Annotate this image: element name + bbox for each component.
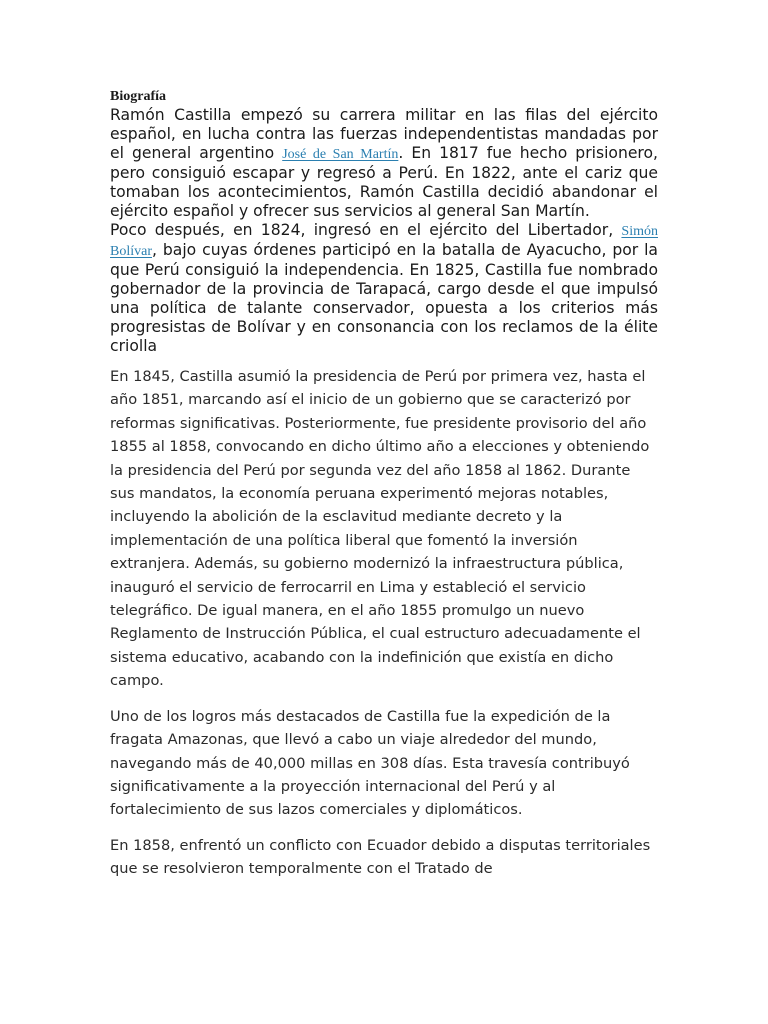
section-heading: Biografía — [110, 89, 166, 104]
paragraph-amazonas: Uno de los logros más destacados de Castilla fue la expedición de la fragata Amazonas, que llevó a cabo un viaje alrededor del mundo, navegando más de 40,000 millas en 308 días. Esta travesía contribuyó significativamente a la proyección internacional del Perú y al fortalecimiento de sus lazos comerciales y diplomáticos. — [110, 707, 630, 819]
bio-paragraph-1 — [110, 106, 658, 221]
paragraph-ecuador: En 1858, enfrentó un conflicto con Ecuador debido a disputas territoriales que se resolvieron temporalmente con el Tratado de — [110, 836, 651, 878]
bio-paragraph-2-text-before: Poco después, en 1824, ingresó en el ejército del Libertador, — [110, 221, 622, 239]
link-simon-bolivar[interactable]: Simón Bolívar — [110, 224, 658, 259]
link-jose-de-san-martin[interactable]: José de San Martín — [282, 147, 399, 162]
paragraph-presidency: En 1845, Castilla asumió la presidencia de Perú por primera vez, hasta el año 1851, marcando así el inicio de un gobierno que se caracterizó por reformas significativas. Posteriormente, fue presidente provisorio del año 1855 al 1858, convocando en dicho último año a elecciones y obteniendo la presidencia del Perú por segunda vez del año 1858 al 1862. Durante sus mandatos, la economía peruana experimentó mejoras notables, incluyendo la abolición de la esclavitud mediante decreto y la implementación de una política liberal que fomentó la inversión extranjera. Además, su gobierno modernizó la infraestructura pública, inauguró el servicio de ferrocarril en Lima y estableció el servicio telegráfico. De igual manera, en el año 1855 promulgo un nuevo Reglamento de Instrucción Pública, el cual estructuro adecuadamente el sistema educativo, acabando con la indefinición que existía en dicho campo. — [110, 368, 650, 690]
bio-paragraph-1-text-after: . En 1817 fue hecho prisionero, pero consiguió escapar y regresó a Perú. En 1822, ante el cariz que tomaban los acontecimientos, Ramón Castilla decidió abandonar el ejército español y ofrecer sus servicios al general San Martín. — [110, 144, 658, 220]
document-page — [110, 88, 658, 881]
bio-paragraph-2 — [110, 221, 658, 356]
bio-paragraph-2-text-after: , bajo cuyas órdenes participó en la batalla de Ayacucho, por la que Perú consiguió la independencia. En 1825, Castilla fue nombrado gobernador de la provincia de Tarapacá, cargo desde el que impulsó una política de talante conservador, opuesta a los criterios más progresistas de Bolívar y en consonancia con los reclamos de la élite criolla — [110, 241, 658, 355]
bio-paragraph-1-text-before: Ramón Castilla empezó su carrera militar en las filas del ejército español, en lucha contra las fuerzas independentistas mandadas por el general argentino — [110, 106, 658, 162]
